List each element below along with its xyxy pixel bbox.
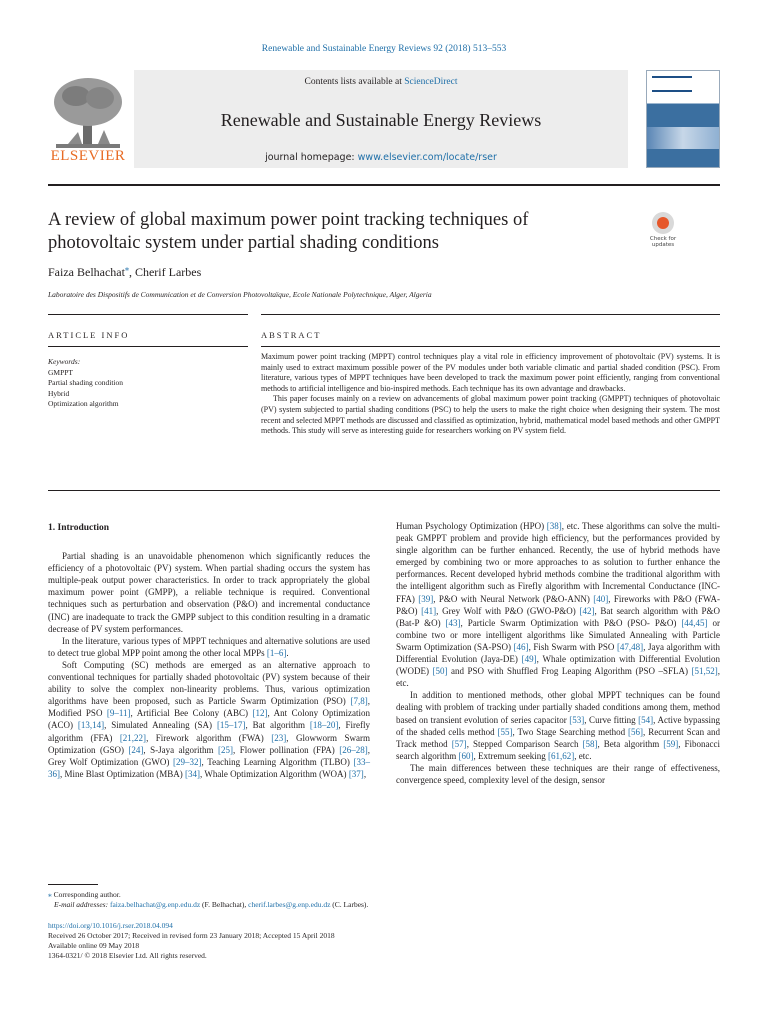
doi-link[interactable]: https://doi.org/10.1016/j.rser.2018.04.094 — [48, 921, 173, 930]
ref-link[interactable]: [61,62] — [547, 750, 575, 761]
elsevier-wordmark: ELSEVIER — [50, 148, 126, 164]
ref-link[interactable]: [60] — [458, 750, 474, 761]
ref-link[interactable]: [42] — [579, 605, 595, 616]
abstract-heading: ABSTRACT — [261, 330, 322, 340]
paper-title — [48, 209, 608, 255]
ref-link[interactable]: [43] — [445, 617, 461, 628]
abstract-bottom-rule — [48, 490, 720, 491]
corresponding-note: ⁎ Corresponding author. — [48, 890, 121, 899]
article-info-rule — [48, 346, 248, 347]
journal-masthead — [48, 70, 628, 168]
author-1[interactable]: Faiza Belhachat — [48, 265, 125, 279]
ref-link[interactable]: [21,22] — [119, 732, 147, 743]
journal-homepage — [134, 152, 628, 163]
ref-link[interactable]: [55] — [497, 726, 513, 737]
ref-link[interactable]: [15–17] — [216, 720, 246, 731]
contents-prefix: Contents lists available at — [304, 77, 405, 87]
ref-link[interactable]: [9–11] — [106, 708, 131, 719]
keywords-label: Keywords: — [48, 357, 81, 366]
section-heading — [48, 522, 370, 780]
ref-link[interactable]: [47,48] — [616, 641, 644, 652]
body-paragraph: Human Psychology Optimization (HPO) [38], etc. These algorithms can solve the multi-peak GMPPT problem and provide high efficiency, but the performances provided by single algorithm can be further enhanced. Recently, the use of hybrid methods have emerged by combining two or more approaches to as solution to further enhance the performances. Recent developed hybrid methods combine the traditional algorithm with the intelligent algorithm such as Firefly algorithm with Incremental Conductance (INC-FFA) [39], P&O with Neural Network (P&O-ANN) [40], Fireworks with P&O (FWA-P&O) [41], Grey Wolf with P&O (GWO-P&O) [42], Bat search algorithm with P&O (Bat-P &O) [43], Particle Swarm Optimization with P&O (PSO- P&O) [44,45] or combine two or more intelligent algorithms like Simulated Annealing with Particle Swarm Optimization (SA-PSO) [46], Fish Swarm with PSO [47,48], Jaya algorithm with Differential Evolution (Jaya-DE) [49], Whale optimization with Differential Evolution (WODE) [50] and PSO with Shuffled Frog Leaping Algorithm (PSO –SFLA) [51,52], etc. — [396, 521, 720, 689]
keyword-item: Hybrid — [48, 388, 70, 398]
body-paragraph: In addition to mentioned methods, other global MPPT techniques can be found dealing with problem of tracking under partially shaded conditions among them, method based on transient evolution of series capacitor [53], Curve fitting [54], Active bypassing of the shaded cells method [55], Two Stage Searching method [56], Recurrent Scan and Track method [57], Stepped Comparison Search [58], Beta algorithm [59], Fibonacci search algorithm [60], Extremum seeking [61,62], etc. — [396, 690, 720, 761]
ref-link[interactable]: [49] — [521, 654, 537, 665]
author-list — [48, 264, 201, 280]
journal-cover-thumbnail[interactable] — [646, 70, 720, 168]
keyword-item: Partial shading condition — [48, 378, 123, 387]
ref-link[interactable]: [1–6] — [266, 647, 287, 658]
cover-image-band — [647, 127, 719, 149]
issn-copyright: 1364-0321/ © 2018 Elsevier Ltd. All rights reserved. — [48, 951, 207, 960]
abstract-rule-top — [261, 314, 720, 315]
ref-link[interactable]: [57] — [451, 738, 467, 749]
keyword-item: GMPPT — [48, 367, 74, 377]
journal-title: Renewable and Sustainable Energy Reviews — [220, 110, 542, 130]
ref-link[interactable]: [41] — [421, 605, 437, 616]
sciencedirect-link[interactable]: ScienceDirect — [404, 77, 458, 87]
ref-link[interactable]: [24] — [128, 744, 144, 755]
author-separator: , — [128, 265, 135, 279]
email-addresses: E-mail addresses: faiza.belhachat@g.enp.edu.dz (F. Belhachat), cherif.larbes@g.enp.edu.dz (C. Larbes). — [54, 900, 369, 909]
body-paragraph: Partial shading is an unavoidable phenomenon which significantly reduces the efficiency of a photovoltaic (PV) system. When partial shading occurs the system has multiple-peak output power characteristics. In order to track appropriately the global maximum power point (GMPP), a reliable technique is required. Conventional techniques such as perturbation and observation (P&O) and incremental conductance (INC) are inadequate to track the GMPP subject to this condition resulting in a dramatic decrease of PV system performances. — [48, 551, 370, 634]
ref-link[interactable]: [39] — [418, 593, 434, 604]
article-info-rule-top — [48, 314, 248, 315]
affiliation: Laboratoire des Dispositifs de Communication et de Conversion Photovoltaïque, Ecole Nationale Polytechnique, Alger, Algeria — [48, 290, 432, 299]
received-dates: Received 26 October 2017; Received in revised form 23 January 2018; Accepted 15 April 2018 — [48, 931, 335, 940]
available-online: Available online 09 May 2018 — [48, 941, 140, 950]
homepage-prefix: journal homepage: — [265, 152, 358, 163]
ref-link[interactable]: [37] — [348, 768, 364, 779]
ref-link[interactable]: [56] — [628, 726, 644, 737]
ref-link[interactable]: [59] — [663, 738, 679, 749]
homepage-link[interactable]: www.elsevier.com/locate/rser — [357, 152, 497, 163]
introduction-heading: 1. Introduction — [48, 523, 110, 533]
abstract-paragraph-1: Maximum power point tracking (MPPT) control techniques play a vital role in efficiency improvement of photovoltaic (PV) systems. It is mainly used to extract maximum possible power of the PV modules under both variable climatic and partial shaded condition (PSC). From literature, various types of MPPT techniques have been developed to track the maximum power point efficiently, ranging from conventional methods to artificial intelligence and bio-inspired methods. Each technique has its own advantage and drawbacks. — [261, 352, 720, 393]
abstract-paragraph-2: This paper focuses mainly on a review on advancements of global maximum power point tracking (GMPPT) techniques of photovoltaic (PV) system subjected to partial shading conditions (PSC) to help the users to make the right choice when designing their system. The most recent and selected MPPT methods are discussed and classified as optimization, hybrid, mathematical model based methods and other GMPPT methods. This study will serve as interesting guide for researchers working on PV system field. — [261, 394, 720, 436]
corresponding-mark[interactable]: ⁎ — [124, 264, 129, 273]
keywords-block — [48, 357, 248, 410]
ref-link[interactable]: [25] — [218, 744, 233, 755]
abstract-text — [261, 352, 720, 437]
check-for-updates-badge[interactable] — [640, 212, 686, 252]
update-circle-icon — [652, 212, 674, 234]
badge-label: Check for updates — [649, 236, 677, 248]
masthead-center — [134, 70, 628, 168]
ref-link[interactable]: [58] — [582, 738, 598, 749]
footnote-rule — [48, 884, 98, 885]
paper-title-line-1: A review of global maximum power point tracking techniques of — [48, 210, 529, 230]
ref-link[interactable]: [13,14] — [77, 720, 105, 731]
footnote — [48, 890, 548, 910]
body-column-2 — [396, 520, 720, 786]
ref-link[interactable]: [18–20] — [309, 720, 339, 731]
ref-link[interactable]: [38] — [546, 521, 562, 531]
body-paragraph: The main differences between these techniques are their range of effectiveness, convergence speed, complexity level of the design, sensor — [396, 762, 720, 785]
keyword-item: Optimization algorithm — [48, 399, 119, 408]
ref-link[interactable]: [50] — [432, 666, 448, 677]
ref-link[interactable]: [46] — [513, 641, 529, 652]
ref-link[interactable]: [23] — [271, 732, 287, 743]
ref-link[interactable]: [44,45] — [681, 617, 708, 628]
article-metadata — [48, 921, 548, 961]
ref-link[interactable]: [7,8] — [350, 696, 368, 707]
contents-line — [134, 77, 628, 87]
masthead-rule — [48, 184, 720, 186]
ref-link[interactable]: [12] — [252, 708, 268, 719]
body-paragraph: In the literature, various types of MPPT techniques and alternative solutions are used to detect true global MPP point among the other local MPPs [1–6]. — [48, 635, 370, 658]
body-paragraph: Soft Computing (SC) methods are emerged as an alternative approach to conventional techniques for partially shaded photovoltaic (PV) system because of their ability to solve the complex non-linearity problems. Thus, various optimization algorithms have been proposed, such as Particle Swarm Optimization (PSO) [7,8], Modified PSO [9–11], Artificial Bee Colony (ABC) [12], Ant Colony Optimization (ACO) [13,14], Simulated Annealing (SA) [15–17], Bat algorithm [18–20], Firefly algorithm (FFA) [21,22], Firework algorithm (FWA) [23], Glowworm Swarm Optimization (GSO) [24], S-Jaya algorithm [25], Flower pollination (FPA) [26–28], Grey Wolf Optimization (GWO) [29–32], Teaching Learning Algorithm (TLBO) [33–36], Mine Blast Optimization (MBA) [34], Whale Optimization Algorithm (WOA) [37], — [48, 659, 371, 779]
ref-link[interactable]: [53] — [569, 714, 585, 725]
cover-title-block — [652, 76, 692, 92]
article-info-heading: ARTICLE INFO — [48, 330, 130, 340]
ref-link[interactable]: [51,52] — [691, 666, 718, 677]
ref-link[interactable]: [40] — [593, 593, 609, 604]
ref-link[interactable]: [29–32] — [173, 756, 202, 767]
author-2[interactable]: Cherif Larbes — [134, 265, 202, 279]
ref-link[interactable]: [33–36] — [48, 756, 370, 779]
email-link[interactable]: cherif.larbes@g.enp.edu.dz — [248, 900, 331, 909]
journal-citation[interactable]: Renewable and Sustainable Energy Reviews 92 (2018) 513–553 — [261, 44, 507, 54]
email-link[interactable]: faiza.belhachat@g.enp.edu.dz — [109, 900, 201, 909]
ref-link[interactable]: [54] — [638, 714, 654, 725]
paper-title-line-2: photovoltaic system under partial shading conditions — [48, 233, 440, 253]
abstract-rule — [261, 346, 720, 347]
ref-link[interactable]: [26–28] — [339, 744, 368, 755]
ref-link[interactable]: [34] — [185, 768, 200, 779]
